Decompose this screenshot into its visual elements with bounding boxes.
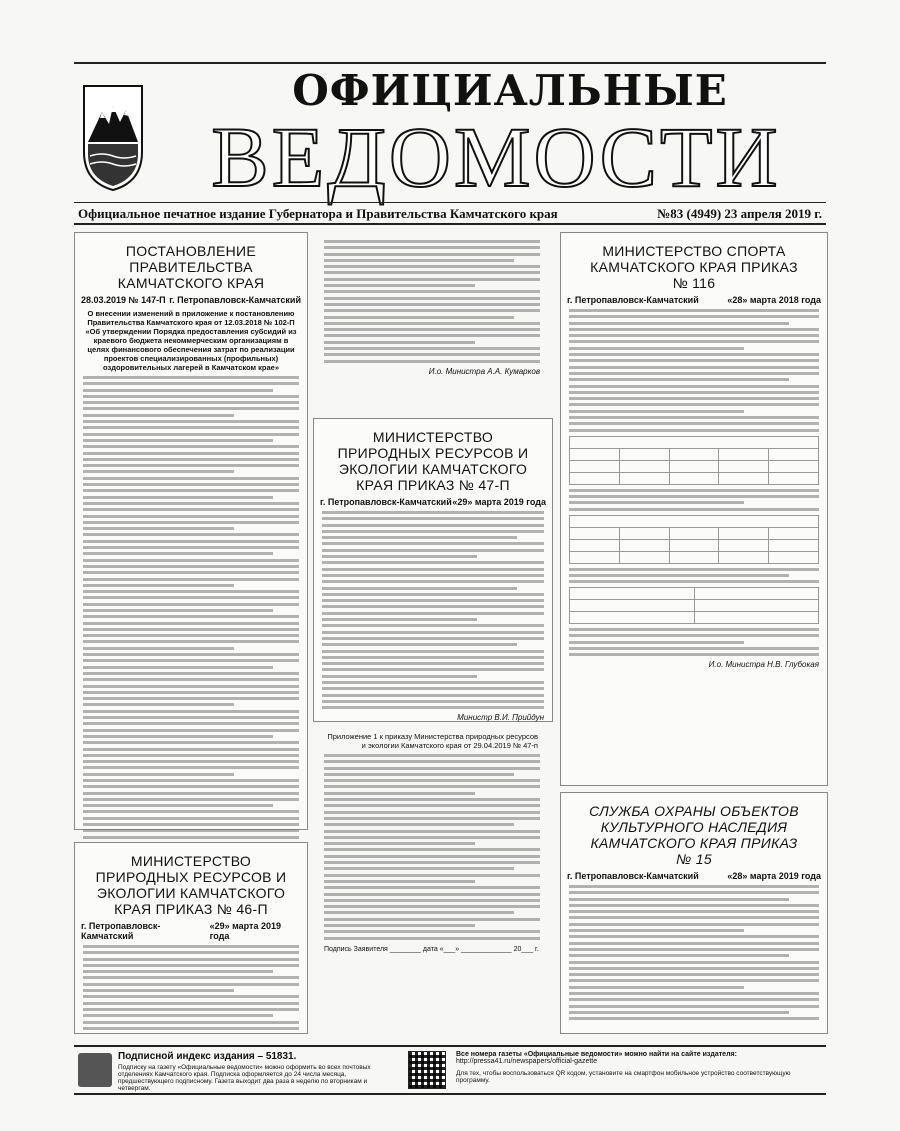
article-meta [81,295,301,305]
subscription-index: Подписной индекс издания – 51831. [118,1051,297,1062]
article-title: ПОСТАНОВЛЕНИЕ ПРАВИТЕЛЬСТВА КАМЧАТСКОГО КРАЯ [117,243,265,291]
article-meta [81,921,301,941]
article-body [569,489,819,511]
article-body [569,628,819,656]
article-body [569,568,819,584]
appendix-caption: Приложение 1 к приказу Министерства природных ресурсов и экологии Камчатского края от 29.04.2019 № 47-п [327,732,538,750]
website-title: Все номера газеты «Официальные ведомости» можно найти на сайте издателя: [456,1051,737,1058]
article-sport-116 [560,232,828,786]
article-title: МИНИСТЕРСТВО ПРИРОДНЫХ РЕСУРСОВ И ЭКОЛОГИИ КАМЧАТСКОГО КРАЯ ПРИКАЗ № 47-П [337,429,529,493]
article-place: г. Петропавловск-Камчатский [567,871,699,881]
article-title: МИНИСТЕРСТВО СПОРТА КАМЧАТСКОГО КРАЯ ПРИКАЗ № 116 [590,243,798,291]
article-meta [567,871,821,881]
article-place: г. Петропавловск-Камчатский [320,497,452,507]
article-continuation [316,236,548,416]
sport-table-1 [569,436,819,485]
article-signature: Министр В.И. Прийдун [457,713,544,723]
footer-subscription [74,1051,404,1092]
article-date: «29» марта 2019 года [452,497,546,507]
article-date: «28» марта 2018 года [727,295,821,305]
article-body [569,885,819,1020]
masthead-subtitle-row [74,202,826,225]
kamchatka-emblem-icon [82,82,144,192]
article-date: «28» марта 2019 года [727,871,821,881]
article-nature-46 [74,842,308,1034]
footer [74,1045,826,1095]
qr-instructions: Для тех, чтобы воспользоваться QR кодом, установите на смартфон мобильное устройство соответствующую программу. [456,1070,791,1084]
article-heritage-15 [560,792,828,1034]
article-place: г. Петропавловск-Камчатский [169,295,301,305]
article-body [324,754,540,940]
article-number: 28.03.2019 № 147-П [81,295,166,305]
qr-code-icon [408,1051,448,1089]
article-signature: И.о. Министра А.А. Кумарков [428,366,540,376]
footer-website [456,1051,826,1089]
article-subject: О внесении изменений в приложение к постановлению Правительства Камчатского края от 12.03.2018 № 102-П «Об утверждении Порядка предоставления субсидий из краевого бюджета некоммерческим организациям в целях финансового обеспечения затрат по реализации проектов специализированных (профильных) оздоровительных лагерей в Камчатском крае» [85,309,297,372]
masthead-title-top: ОФИЦИАЛЬНЫЕ [292,66,728,115]
sport-table-2 [569,515,819,564]
article-nature-47 [313,418,553,722]
article-date: «29» марта 2019 года [209,921,281,941]
article-body [569,309,819,432]
masthead-subtitle: Официальное печатное издание Губернатора и Правительства Камчатского края [78,206,558,221]
mailbox-icon [78,1053,112,1087]
issue-number: №83 (4949) 23 апреля 2019 г. [657,206,822,221]
subscription-text: Подписку на газету «Официальные ведомости» можно оформить во всех почтовых отделениях Камчатского края. Подписка оформляется до 24 числа месяца, предшествующего подписному. Газета выходит два раза в неделю по вторникам и четвергам. [118,1064,371,1092]
article-place: г. Петропавловск-Камчатский [81,921,161,941]
article-body [322,511,544,709]
masthead-title-main: ВЕДОМОСТИ [211,109,781,205]
article-gov-resolution [74,232,308,830]
article-body [324,240,540,363]
top-rule [74,62,826,64]
article-title: СЛУЖБА ОХРАНЫ ОБЪЕКТОВ КУЛЬТУРНОГО НАСЛЕДИЯ КАМЧАТСКОГО КРАЯ ПРИКАЗ № 15 [589,803,799,867]
sport-table-3 [569,587,819,624]
website-url[interactable]: http://pressa41.ru/newspapers/official-gazette [456,1058,598,1065]
article-body [83,945,299,1030]
appendix-form [316,728,548,1028]
article-meta [567,295,821,305]
article-signature: И.о. Министра Н.В. Глубокая [708,660,819,670]
form-signature-line: Подпись Заявителя ________ дата «___» _____________ 20___ г. [324,945,539,953]
article-place: г. Петропавловск-Камчатский [567,295,699,305]
article-meta [320,497,546,507]
article-title: МИНИСТЕРСТВО ПРИРОДНЫХ РЕСУРСОВ И ЭКОЛОГИИ КАМЧАТСКОГО КРАЯ ПРИКАЗ № 46-П [95,853,287,917]
